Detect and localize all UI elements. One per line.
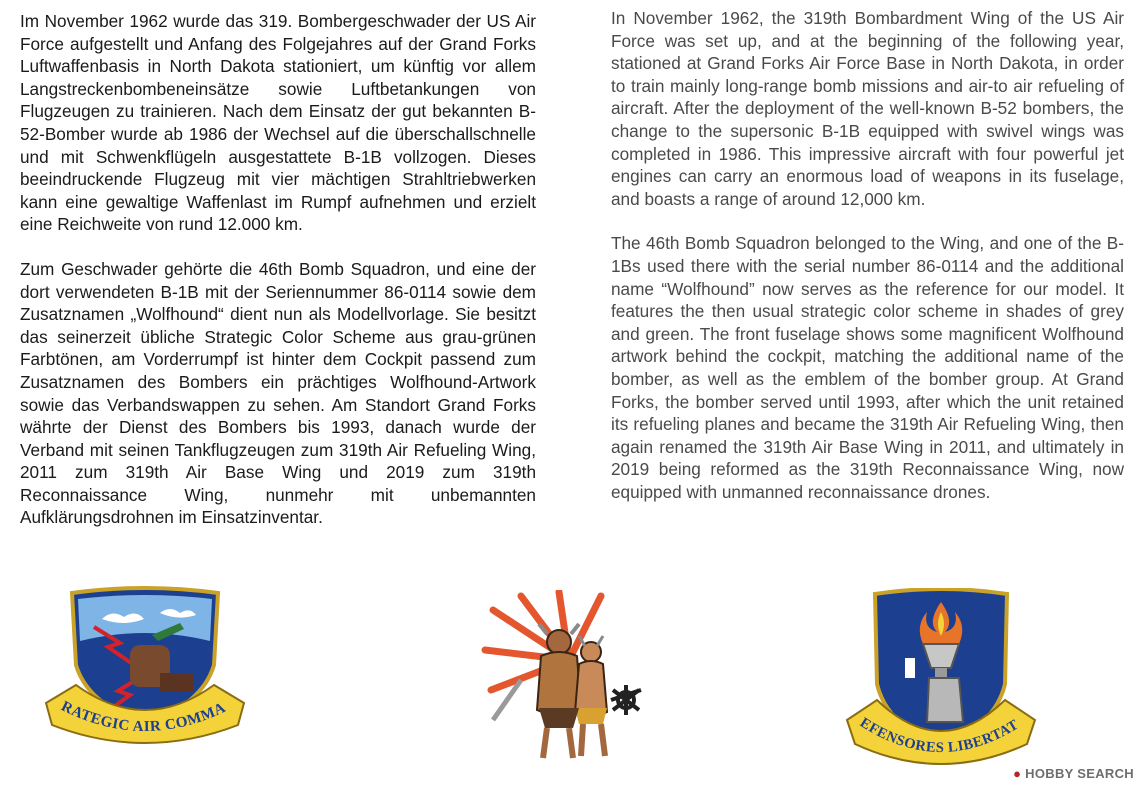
english-paragraph-2: The 46th Bomb Squadron belonged to the Wing, and one of the B-1Bs used there with the serial number 86-0114 and the additional name “Wolfhound” now serves as the reference for our model. It features the then usual strategic color scheme in shades of grey and green. The front fuselage shows some magnificent Wolfhound artwork behind the cockpit, matching the additional name of the bomber, as well as the emblem of the bomber group. At Grand Forks, the bomber served until 1993, after which the unit retained its refueling planes and became the 319th Air Refueling Wing, then again renamed the 319th Air Base Wing in 2011, and ultimately in 2019 being reformed as the 319th Reconnaissance Wing, now equipped with unmanned reconnaissance drones. (611, 233, 1124, 502)
english-paragraph-1: In November 1962, the 319th Bombardment Wing of the US Air Force was set up, and at the beginning of the following year, stationed at Grand Forks Air Force Base in North Dakota, in order to train mainly long-range bomb missions and air-to air refueling of aircraft. After the deployment of the well-known B-52 bombers, the change to the supersonic B-1B equipped with swivel wings was completed in 1986. This impressive aircraft with four powerful jet engines can carry an enormous load of weapons in its fuselage, and boasts a range of around 12,000 km. (611, 8, 1124, 209)
motto-scroll-text: EFENSORES LIBERTAT (857, 714, 1022, 757)
watermark-text: SEARCH (1077, 766, 1134, 781)
german-paragraph-2: Zum Geschwader gehörte die 46th Bomb Squadron, und eine der dort verwendeten B-1B mit der Seriennummer 86-0114 sowie dem Zusatznamen „Wolfhound“ dient nun als Modellvorlage. Sie besitzt das seinerzeit übliche Strategic Color Scheme aus grau-grünen Farbtönen, am Vorderrumpf ist hinter dem Cockpit passend zum Zusatznamen des Bombers ein prächtiges Wolfhound-Artwork sowie das Verbandswappen zu sehen. Am Standort Grand Forks währte der Dienst des Bombers bis 1993, danach wurde der Verband mit seinen Tankflugzeugen zum 319th Air Refueling Wing, 2011 zum 319th Air Base Wing und 2019 zum 319th Reconnaissance Wing, nunmehr mit unbemannten Aufklärungsdrohnen im Einsatzinventar. (20, 258, 536, 528)
hobbysearch-watermark (1013, 766, 1134, 781)
english-text-column (611, 7, 1124, 525)
german-paragraph-1: Im November 1962 wurde das 319. Bombergeschwader der US Air Force aufgestellt und Anfang des Folgejahres auf der Grand Forks Luftwaffenbasis in North Dakota stationiert, um künftig vor allem Langstreckenbombeneinsätze sowie Luftbetankungen von Flugzeugen zu trainieren. Nach dem Einsatz der gut bekannten B-52-Bomber wurde ab 1986 der Wechsel auf die überschallschnelle und mit Schwenkflügeln ausgestattete B-1B vollzogen. Dieses beeindruckende Flugzeug mit vier mächtigen Strahltriebwerken kann eine gewaltige Waffenlast im Rumpf aufnehmen und erzielt eine Reichweite von rund 12.000 km. (20, 11, 536, 235)
german-text-column (20, 10, 536, 551)
hobbysearch-logo-icon: ● (1013, 766, 1022, 781)
wolfhound-artwork-icon (481, 590, 658, 773)
strategic-air-command-shield-icon (42, 585, 248, 745)
sac-scroll-text: RATEGIC AIR COMMA (58, 698, 229, 736)
319th-wing-torch-shield-icon (845, 588, 1037, 778)
watermark-logo-text: HOBBY (1025, 766, 1074, 781)
